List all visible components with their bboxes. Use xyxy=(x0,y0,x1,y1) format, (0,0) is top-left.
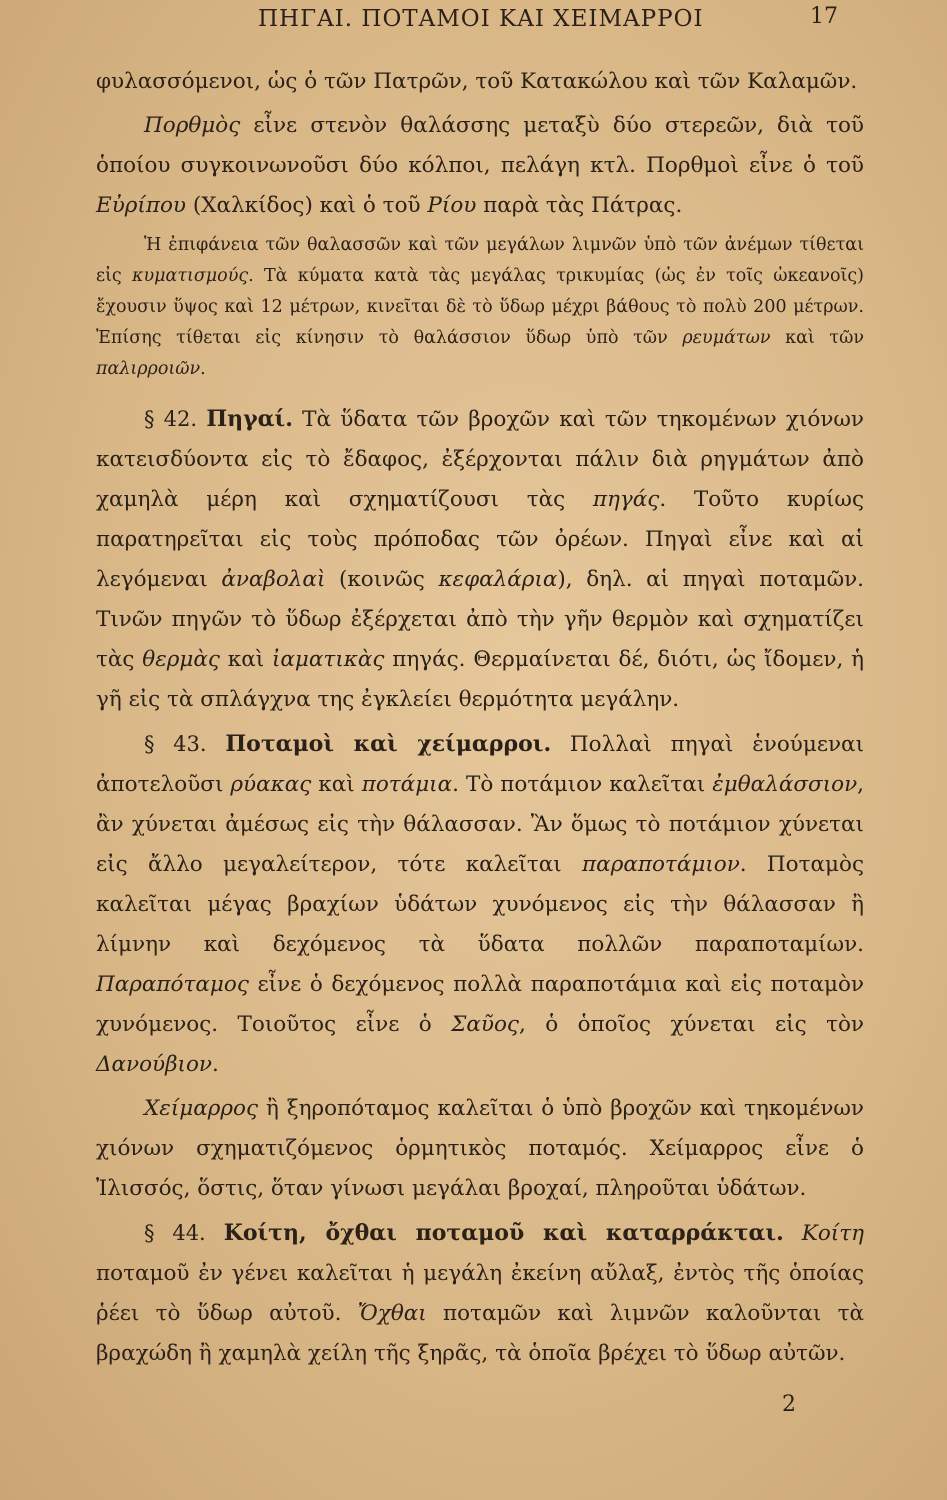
section-number: § 44. xyxy=(144,1221,206,1245)
term: κυματισμούς xyxy=(132,266,249,286)
page-body xyxy=(96,58,864,1378)
term: Δανούβιον xyxy=(96,1052,213,1077)
section-43: § 43. Ποταμοὶ καὶ χείμαρροι. Πολλαὶ πηγαὶ ἑνούμεναι ἀποτελοῦσι ρύακας καὶ ποτάμια. Τὸ ποτάμιον καλεῖται ἐμθαλάσσιον, ἂν χύνεται ἀμέσως εἰς τὴν θάλασσαν. Ἂν ὅμως τὸ ποτάμιον χύνεται εἰς ἄλλο μεγαλείτερον, τότε καλεῖται παραποτάμιον. Ποταμὸς καλεῖται μέγας βραχίων ὑδάτων χυνόμενος εἰς τὴν θάλασσαν ἢ λίμνην καὶ δεχόμενος τὰ ὕδατα πολλῶν παραποταμίων. Παραπόταμος εἶνε ὁ δεχόμενος πολλὰ παραποτάμια καὶ εἰς ποταμὸν χυνόμενος. Τοιοῦτος εἶνε ὁ Σαῦος, ὁ ὁποῖος χύνεται εἰς τὸν Δανούβιον. xyxy=(96,731,865,1077)
section-42: § 42. Πηγαί. Τὰ ὕδατα τῶν βροχῶν καὶ τῶν τηκομένων χιόνων κατεισδύοντα εἰς τὸ ἔδαφος, ἐξέρχονται πάλιν διὰ ρηγμάτων ἀπὸ χαμηλὰ μέρη καὶ σχηματίζουσι τὰς πηγάς. Τοῦτο κυρίως παρατηρεῖται εἰς τοὺς πρόποδας τῶν ὀρέων. Πηγαὶ εἶνε καὶ αἱ λεγόμεναι ἀναβολαὶ (κοινῶς κεφαλάρια), δηλ. αἱ πηγαὶ ποταμῶν. Τινῶν πηγῶν τὸ ὕδωρ ἐξέρχεται ἀπὸ τὴν γῆν θερμὸν καὶ σχηματίζει τὰς θερμὰς καὶ ἰαματικὰς πηγάς. Θερμαίνεται δέ, διότι, ὡς ἴδομεν, ἡ γῆ εἰς τὰ σπλάγχνα της ἐγκλείει θερμότητα μεγάλην. xyxy=(96,406,865,712)
term: πηγάς xyxy=(592,487,660,512)
term: Σαῦος xyxy=(451,1012,519,1037)
term: παραποτάμιον xyxy=(582,852,740,877)
running-title: ΠΗΓΑΙ. ΠΟΤΑΜΟΙ ΚΑΙ ΧΕΙΜΑΡΡΟΙ xyxy=(258,6,704,32)
term: κεφαλάρια xyxy=(438,567,558,592)
section-title: Πηγαί. xyxy=(206,406,293,432)
term: Παραπόταμος xyxy=(96,972,249,997)
term: ποτάμια xyxy=(361,772,453,797)
signature-mark: 2 xyxy=(782,1392,796,1417)
term: παλιρροιῶν xyxy=(96,359,201,379)
section-number: § 42. xyxy=(144,407,198,431)
term: ἐμθαλάσσιον xyxy=(712,772,858,797)
term: Ρίου xyxy=(427,193,477,218)
term: ἰαματικὰς xyxy=(271,647,385,672)
paragraph-continuation: φυλασσόμενοι, ὡς ὁ τῶν Πατρῶν, τοῦ Κατακώλου καὶ τῶν Καλαμῶν. xyxy=(96,69,858,94)
paragraph-porthmos: Πορθμὸς εἶνε στενὸν θαλάσσης μεταξὺ δύο στερεῶν, διὰ τοῦ ὁποίου συγκοινωνοῦσι δύο κόλποι, πελάγη κτλ. Πορθμοὶ εἶνε ὁ τοῦ Εὐρίπου (Χαλκίδος) καὶ ὁ τοῦ Ρίου παρὰ τὰς Πάτρας. xyxy=(96,113,864,218)
term: ἀναβολαὶ xyxy=(221,567,326,592)
paragraph-small-print: Ἡ ἐπιφάνεια τῶν θαλασσῶν καὶ τῶν μεγάλων λιμνῶν ὑπὸ τῶν ἀνέμων τίθεται εἰς κυματισμούς. Τὰ κύματα κατὰ τὰς μεγάλας τρικυμίας (ὡς ἐν τοῖς ὠκεανοῖς) ἔχουσιν ὕψος καὶ 12 μέτρων, κινεῖται δὲ τὸ ὕδωρ μέχρι βάθους τὸ πολὺ 200 μέτρων. Ἐπίσης τίθεται εἰς κίνησιν τὸ θαλάσσιον ὕδωρ ὑπὸ τῶν ρευμάτων καὶ τῶν παλιρροιῶν. xyxy=(96,235,865,379)
section-number: § 43. xyxy=(144,732,207,756)
term: ρευμάτων xyxy=(682,328,771,348)
term: Πορθμὸς xyxy=(144,113,241,138)
section-44: § 44. Κοίτη, ὄχθαι ποταμοῦ καὶ καταρράκται. Κοίτη ποταμοῦ ἐν γένει καλεῖται ἡ μεγάλη ἐκείνη αὔλαξ, ἐντὸς τῆς ὁποίας ῥέει τὸ ὕδωρ αὐτοῦ. Ὄχθαι ποταμῶν καὶ λιμνῶν καλοῦνται τὰ βραχώδη ἢ χαμηλὰ χείλη τῆς ξηρᾶς, τὰ ὁποῖα βρέχει τὸ ὕδωρ αὐτῶν. xyxy=(96,1220,864,1366)
page-header xyxy=(0,4,947,44)
paragraph-cheimarros: Χείμαρρος ἢ ξηροπόταμος καλεῖται ὁ ὑπὸ βροχῶν καὶ τηκομένων χιόνων σχηματιζόμενος ὁρμητικὸς ποταμός. Χείμαρρος εἶνε ὁ Ἰλισσός, ὅστις, ὅταν γίνωσι μεγάλαι βροχαί, πληροῦται ὑδάτων. xyxy=(96,1096,864,1201)
term: Εὐρίπου xyxy=(96,193,186,218)
term: ρύακας xyxy=(230,772,312,797)
term: Χείμαρρος xyxy=(144,1096,259,1121)
term: Ὄχθαι xyxy=(357,1301,427,1326)
term: θερμὰς xyxy=(142,647,220,672)
page-number: 17 xyxy=(810,4,838,29)
term: Κοίτη xyxy=(801,1221,864,1246)
section-title: Κοίτη, ὄχθαι ποταμοῦ καὶ καταρράκται. xyxy=(223,1220,784,1246)
section-title: Ποταμοὶ καὶ χείμαρροι. xyxy=(225,731,552,757)
